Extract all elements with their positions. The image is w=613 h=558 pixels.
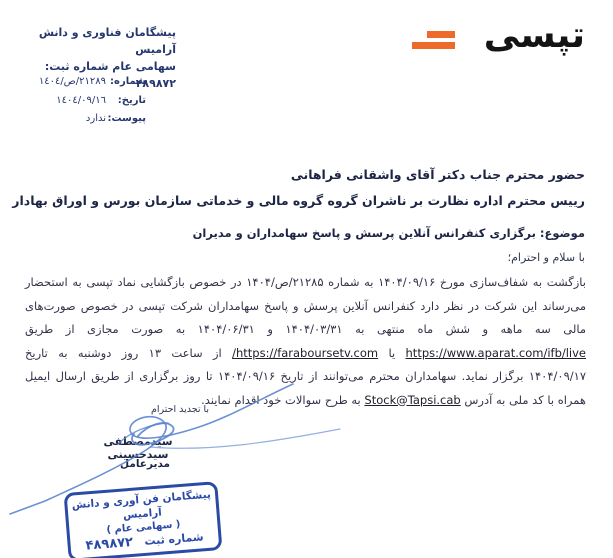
body-paragraph <box>25 271 586 412</box>
letter-meta-fields <box>30 76 146 132</box>
letter-number-label: شماره: <box>110 76 146 87</box>
closing-respect-line: با تجدید احترام <box>150 404 210 415</box>
stamp-registration-label: شماره ثبت <box>143 530 205 548</box>
body-text-3: از ساعت ۱۳ روز دوشنبه به تاریخ ۱۴۰۴/۰۹/۱۷ برگزار نماید. سهامداران محترم می‌توانند از تاریخ ۱۴۰۴/۰۹/۱۶ تا روز برگزاری از طریق ارسال ایمیل همراه با کد ملی به آدرس <box>25 345 586 407</box>
company-name: پیشگامان فناوری و دانش آرامیس <box>38 26 176 56</box>
letter-date-label: تاریخ: <box>117 94 146 106</box>
stock-email-link[interactable]: Stock@Tapsi.cab <box>364 392 461 407</box>
body-text-2: یا <box>378 345 406 360</box>
logo-bar-long <box>412 42 455 49</box>
company-stamp <box>64 481 223 558</box>
letter-number-row <box>30 76 146 87</box>
salutation-line: با سلام و احترام؛ <box>507 251 585 264</box>
recipient-name-line: حضور محترم جناب دکتر آقای واشقانی فراهانی <box>290 167 585 182</box>
signer-name: سیدمصطفی سیدحسینی <box>103 435 173 461</box>
tapsi-logo-bars-icon <box>412 31 455 49</box>
stamp-registration-number: ۴۸۹۸۷۲ <box>84 534 134 554</box>
recipient-title-line: رییس محترم اداره نظارت بر ناشران گروه گروه مالی و خدماتی سازمان بورس و اوراق بهادار <box>12 193 585 208</box>
aparat-live-link[interactable]: https://www.aparat.com/ifb/live <box>405 345 587 360</box>
letter-date-value: ١٤٠٤/٠٩/١٦ <box>56 94 106 106</box>
subject-line: موضوع: برگزاری کنفرانس آنلاین پرسش و پاسخ سهامداران و مدیران <box>192 226 585 240</box>
stamp-company-name: پیشگامان فن آوری و دانش آرامیس <box>71 488 212 522</box>
body-text-1: بازگشت به شفاف‌سازی مورخ ۱۴۰۴/۰۹/۱۶ به شماره ۲۱۲۸۵/ص/۱۴۰۴ در خصوص بازگشایی نماد تپسی به استحضار می‌رساند این شرکت در نظر دارد کنفرانس آنلاین پرسش و پاسخ سهامداران شرکت تپسی در خصوص صورت‌های مالی سه ماهه و شش ماه منتهی به ۱۴۰۴/۰۳/۳۱ و ۱۴۰۴/۰۶/۳۱ به صورت مجازی از طریق <box>25 275 586 336</box>
letter-attachment-label: پیوست: <box>107 113 146 124</box>
letter-date-row <box>30 95 146 106</box>
letter-attachment-row <box>30 113 146 124</box>
tapsi-logo-wordmark: تپسی <box>483 15 585 56</box>
farabourse-tv-link[interactable]: https://faraboursetv.com/ <box>232 345 379 360</box>
logo-bar-short <box>427 31 455 38</box>
letter-number-value: ٢١٢٨٩/ص/١٤٠٤ <box>38 76 106 87</box>
company-registration: سهامی عام شماره ثبت: ۴۸۹۸۷۲ <box>44 60 176 90</box>
letter-attachment-value: ندارد <box>85 113 106 124</box>
stamp-company-type: ( سهامی عام ) <box>106 519 181 536</box>
signer-title: مدیرعامل <box>119 458 171 470</box>
body-text-4: به طرح سوالات خود اقدام نمایند. <box>201 392 365 407</box>
